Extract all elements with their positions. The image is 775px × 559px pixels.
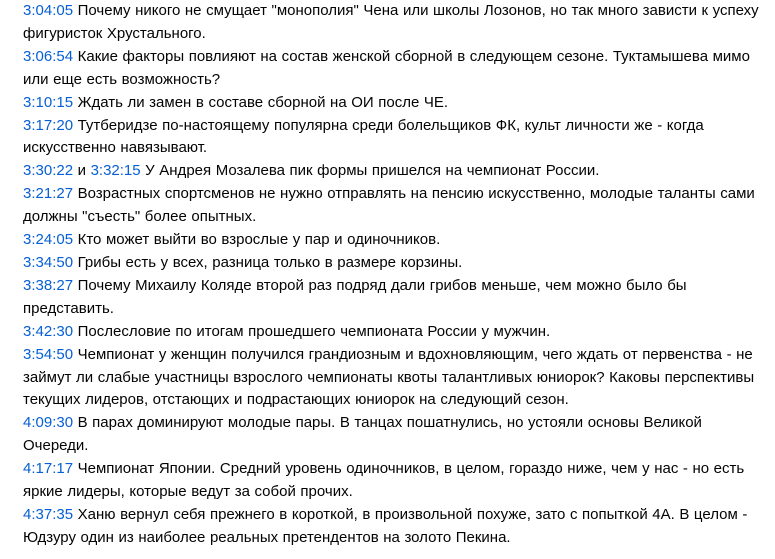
timestamp-link[interactable]: 3:54:50: [23, 345, 74, 363]
timestamp-link[interactable]: 3:21:27: [23, 185, 74, 203]
timecode-text: Какие факторы повлияют на состав женской сборной в следующем сезоне. Туктамышева мимо или еще есть возможность?: [23, 47, 750, 88]
timecode-entry: [23, 46, 763, 92]
timecode-text: Кто может выйти во взрослые у пар и одиночников.: [73, 231, 441, 249]
timecode-entry: [23, 115, 763, 161]
timecode-text: Чемпионат Японии. Средний уровень одиночников, в целом, гораздо ниже, чем у нас - но есть яркие лидеры, которые ведут за собой прочих.: [23, 460, 745, 501]
timecode-text: У Андрея Мозалева пик формы пришелся на чемпионат России.: [140, 162, 600, 180]
timestamp-link[interactable]: 3:30:22: [23, 162, 74, 180]
timestamp-link[interactable]: 3:06:54: [23, 47, 74, 65]
timestamp-link[interactable]: 3:17:20: [23, 116, 74, 134]
timestamp-link[interactable]: 3:24:05: [23, 231, 74, 249]
timecode-entry: [23, 275, 763, 321]
timestamp-joiner: и: [73, 162, 91, 180]
timecode-entry: [23, 344, 763, 413]
timecode-text: Тутберидзе по-настоящему популярна среди болельщиков ФК, культ личности же - когда искусственно навязывают.: [23, 116, 704, 157]
timestamp-link[interactable]: 3:32:15: [90, 162, 141, 180]
timecode-entry: [23, 458, 763, 504]
timecode-entry: [23, 229, 763, 252]
timecode-text: Послесловие по итогам прошедшего чемпионата России у мужчин.: [73, 322, 551, 340]
timestamp-link[interactable]: 3:34:50: [23, 253, 74, 271]
timecode-text: Почему никого не смущает "монополия" Чена или школы Лозонов, но так много зависти к успеху фигуристок Хрустального.: [23, 2, 759, 42]
timecode-entry: [23, 412, 763, 458]
timestamp-link[interactable]: 4:17:17: [23, 460, 74, 478]
timestamp-link[interactable]: 3:38:27: [23, 276, 74, 294]
timestamp-link[interactable]: 3:42:30: [23, 322, 74, 340]
timecode-entry: [23, 92, 763, 115]
timecode-text: Возрастных спортсменов не нужно отправлять на пенсию искусственно, молодые таланты сами должны "съесть" более опытных.: [23, 185, 755, 226]
timestamp-link[interactable]: 3:04:05: [23, 2, 74, 19]
timestamp-link[interactable]: 4:09:30: [23, 414, 74, 432]
timecode-text: Ханю вернул себя прежнего в короткой, в произвольной похуже, зато с попыткой 4А. В целом - Юдзуру один из наиболее реальных претендентов на золото Пекина.: [23, 505, 748, 546]
timecode-text: Почему Михаилу Коляде второй раз подряд дали грибов меньше, чем можно было бы представить.: [23, 276, 687, 317]
timecode-entry: [23, 321, 763, 344]
timestamp-link[interactable]: 4:37:35: [23, 505, 74, 523]
timecode-entry: [23, 504, 763, 550]
timecode-entry: [23, 0, 763, 46]
timecode-text: Ждать ли замен в составе сборной на ОИ после ЧЕ.: [73, 93, 449, 111]
timestamp-link[interactable]: 3:10:15: [23, 93, 74, 111]
timecode-text: Грибы есть у всех, разница только в размере корзины.: [73, 253, 463, 271]
timecode-text: Чемпионат у женщин получился грандиозным и вдохновляющим, чего ждать от первенства - не займут ли слабые участницы взрослого чемпионаты квоты талантливых юниорок? Каковы перспективы текущих лидеров, отстающих и подрастающих юниорок на следующий сезон.: [23, 345, 755, 409]
timecode-entry: [23, 183, 763, 229]
timecode-text: В парах доминируют молодые пары. В танцах пошатнулись, но устояли основы Великой Очереди.: [23, 414, 702, 455]
timecode-entry: [23, 252, 763, 275]
timecode-entry: [23, 160, 763, 183]
